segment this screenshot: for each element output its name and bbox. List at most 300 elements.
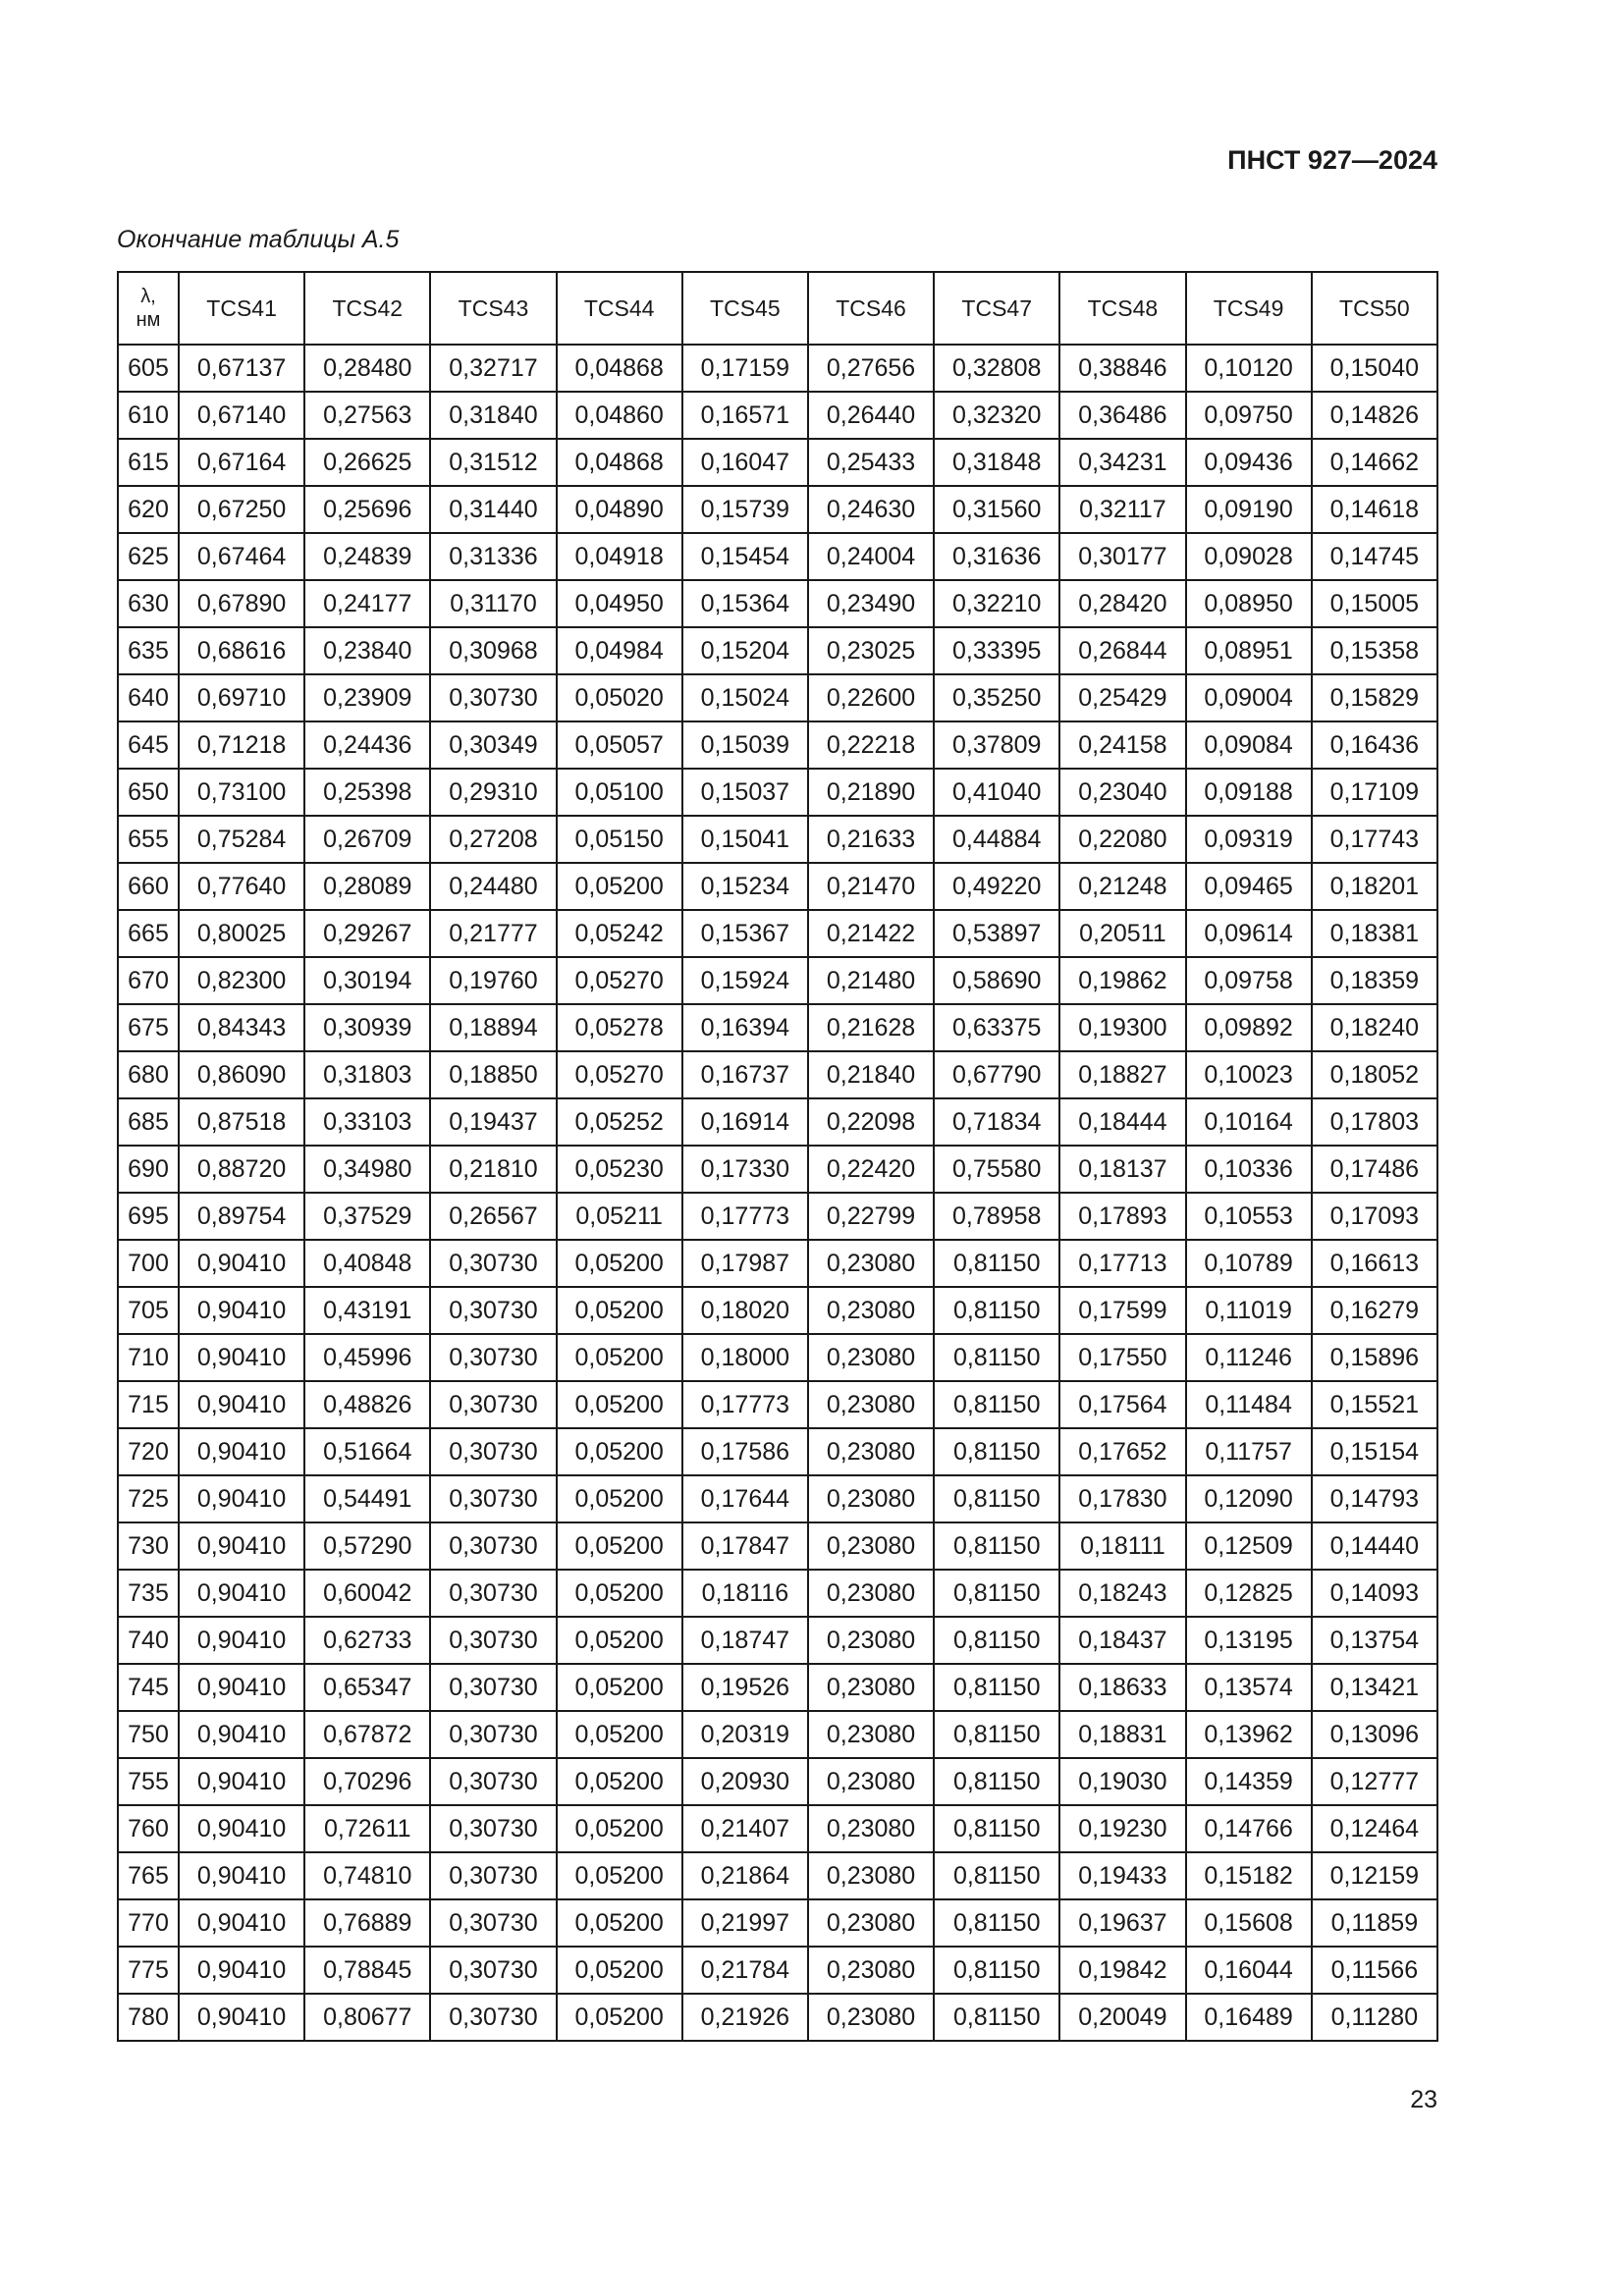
value-cell: 0,04984	[557, 627, 682, 674]
value-cell: 0,12159	[1312, 1852, 1437, 1899]
value-cell: 0,15040	[1312, 345, 1437, 392]
value-cell: 0,11859	[1312, 1899, 1437, 1947]
header-cell: TCS42	[304, 272, 430, 345]
value-cell: 0,37809	[934, 721, 1059, 769]
value-cell: 0,18747	[682, 1617, 808, 1664]
value-cell: 0,15608	[1186, 1899, 1312, 1947]
header-cell: TCS48	[1059, 272, 1185, 345]
page-number: 23	[1410, 2086, 1437, 2113]
value-cell: 0,90410	[179, 1805, 304, 1852]
value-cell: 0,05270	[557, 1051, 682, 1098]
table-row	[118, 1522, 1437, 1570]
value-cell: 0,11019	[1186, 1287, 1312, 1334]
table-row	[118, 1711, 1437, 1758]
value-cell: 0,15358	[1312, 627, 1437, 674]
value-cell: 0,71834	[934, 1098, 1059, 1146]
value-cell: 0,05211	[557, 1193, 682, 1240]
value-cell: 0,15037	[682, 769, 808, 816]
value-cell: 0,09758	[1186, 957, 1312, 1004]
value-cell: 0,81150	[934, 1899, 1059, 1947]
value-cell: 0,81150	[934, 1475, 1059, 1522]
wavelength-cell: 770	[118, 1899, 179, 1947]
value-cell: 0,16047	[682, 439, 808, 486]
value-cell: 0,69710	[179, 674, 304, 721]
value-cell: 0,82300	[179, 957, 304, 1004]
value-cell: 0,05252	[557, 1098, 682, 1146]
value-cell: 0,30177	[1059, 533, 1185, 580]
table-row	[118, 1664, 1437, 1711]
value-cell: 0,28420	[1059, 580, 1185, 627]
wavelength-cell: 635	[118, 627, 179, 674]
value-cell: 0,17093	[1312, 1193, 1437, 1240]
value-cell: 0,08950	[1186, 580, 1312, 627]
header-cell: TCS44	[557, 272, 682, 345]
value-cell: 0,05200	[557, 1240, 682, 1287]
value-cell: 0,05200	[557, 1475, 682, 1522]
value-cell: 0,30349	[430, 721, 556, 769]
value-cell: 0,81150	[934, 1287, 1059, 1334]
value-cell: 0,23080	[808, 1617, 934, 1664]
value-cell: 0,31170	[430, 580, 556, 627]
value-cell: 0,81150	[934, 1522, 1059, 1570]
value-cell: 0,13096	[1312, 1711, 1437, 1758]
value-cell: 0,23040	[1059, 769, 1185, 816]
wavelength-cell: 720	[118, 1428, 179, 1475]
wavelength-cell: 780	[118, 1994, 179, 2041]
value-cell: 0,44884	[934, 816, 1059, 863]
value-cell: 0,17109	[1312, 769, 1437, 816]
value-cell: 0,25398	[304, 769, 430, 816]
value-cell: 0,23080	[808, 1852, 934, 1899]
value-cell: 0,17773	[682, 1381, 808, 1428]
value-cell: 0,53897	[934, 910, 1059, 957]
value-cell: 0,10023	[1186, 1051, 1312, 1098]
value-cell: 0,27208	[430, 816, 556, 863]
value-cell: 0,80677	[304, 1994, 430, 2041]
table-row	[118, 1428, 1437, 1475]
header-cell: TCS41	[179, 272, 304, 345]
value-cell: 0,14793	[1312, 1475, 1437, 1522]
header-cell: TCS46	[808, 272, 934, 345]
value-cell: 0,34980	[304, 1146, 430, 1193]
value-cell: 0,75580	[934, 1146, 1059, 1193]
value-cell: 0,21926	[682, 1994, 808, 2041]
value-cell: 0,60042	[304, 1570, 430, 1617]
value-cell: 0,81150	[934, 1240, 1059, 1287]
value-cell: 0,04860	[557, 392, 682, 439]
value-cell: 0,45996	[304, 1334, 430, 1381]
value-cell: 0,22098	[808, 1098, 934, 1146]
value-cell: 0,30730	[430, 1899, 556, 1947]
value-cell: 0,30968	[430, 627, 556, 674]
value-cell: 0,81150	[934, 1852, 1059, 1899]
value-cell: 0,05200	[557, 1334, 682, 1381]
value-cell: 0,15364	[682, 580, 808, 627]
table-row	[118, 1899, 1437, 1947]
value-cell: 0,23080	[808, 1994, 934, 2041]
value-cell: 0,30730	[430, 1664, 556, 1711]
data-table	[117, 271, 1438, 2042]
value-cell: 0,10789	[1186, 1240, 1312, 1287]
value-cell: 0,63375	[934, 1004, 1059, 1051]
value-cell: 0,78958	[934, 1193, 1059, 1240]
table-row	[118, 910, 1437, 957]
wavelength-cell: 680	[118, 1051, 179, 1098]
value-cell: 0,16737	[682, 1051, 808, 1098]
value-cell: 0,13574	[1186, 1664, 1312, 1711]
value-cell: 0,04918	[557, 533, 682, 580]
value-cell: 0,48826	[304, 1381, 430, 1428]
value-cell: 0,05020	[557, 674, 682, 721]
value-cell: 0,32808	[934, 345, 1059, 392]
value-cell: 0,30730	[430, 1570, 556, 1617]
table-row	[118, 1758, 1437, 1805]
table-row	[118, 721, 1437, 769]
value-cell: 0,05270	[557, 957, 682, 1004]
value-cell: 0,18201	[1312, 863, 1437, 910]
value-cell: 0,23490	[808, 580, 934, 627]
value-cell: 0,43191	[304, 1287, 430, 1334]
value-cell: 0,90410	[179, 1711, 304, 1758]
value-cell: 0,11566	[1312, 1947, 1437, 1994]
value-cell: 0,81150	[934, 1994, 1059, 2041]
value-cell: 0,20049	[1059, 1994, 1185, 2041]
value-cell: 0,30730	[430, 1711, 556, 1758]
table-row	[118, 1334, 1437, 1381]
value-cell: 0,17652	[1059, 1428, 1185, 1475]
value-cell: 0,14618	[1312, 486, 1437, 533]
value-cell: 0,19030	[1059, 1758, 1185, 1805]
value-cell: 0,05278	[557, 1004, 682, 1051]
value-cell: 0,18437	[1059, 1617, 1185, 1664]
wavelength-cell: 760	[118, 1805, 179, 1852]
value-cell: 0,31336	[430, 533, 556, 580]
value-cell: 0,13421	[1312, 1664, 1437, 1711]
value-cell: 0,23080	[808, 1947, 934, 1994]
value-cell: 0,19230	[1059, 1805, 1185, 1852]
value-cell: 0,86090	[179, 1051, 304, 1098]
value-cell: 0,30730	[430, 1475, 556, 1522]
value-cell: 0,70296	[304, 1758, 430, 1805]
value-cell: 0,30730	[430, 1852, 556, 1899]
wavelength-cell: 630	[118, 580, 179, 627]
table-row	[118, 1947, 1437, 1994]
value-cell: 0,29267	[304, 910, 430, 957]
value-cell: 0,21407	[682, 1805, 808, 1852]
value-cell: 0,24177	[304, 580, 430, 627]
value-cell: 0,14359	[1186, 1758, 1312, 1805]
value-cell: 0,14662	[1312, 439, 1437, 486]
value-cell: 0,05242	[557, 910, 682, 957]
wavelength-cell: 700	[118, 1240, 179, 1287]
table-row	[118, 1994, 1437, 2041]
value-cell: 0,15041	[682, 816, 808, 863]
value-cell: 0,67140	[179, 392, 304, 439]
value-cell: 0,08951	[1186, 627, 1312, 674]
value-cell: 0,16613	[1312, 1240, 1437, 1287]
value-cell: 0,18111	[1059, 1522, 1185, 1570]
value-cell: 0,32117	[1059, 486, 1185, 533]
value-cell: 0,31803	[304, 1051, 430, 1098]
value-cell: 0,34231	[1059, 439, 1185, 486]
value-cell: 0,09436	[1186, 439, 1312, 486]
value-cell: 0,05200	[557, 1570, 682, 1617]
value-cell: 0,28089	[304, 863, 430, 910]
value-cell: 0,30194	[304, 957, 430, 1004]
value-cell: 0,90410	[179, 1240, 304, 1287]
value-cell: 0,58690	[934, 957, 1059, 1004]
value-cell: 0,90410	[179, 1522, 304, 1570]
value-cell: 0,36486	[1059, 392, 1185, 439]
value-cell: 0,17743	[1312, 816, 1437, 863]
table-row	[118, 1051, 1437, 1098]
table-row	[118, 345, 1437, 392]
table-row	[118, 1805, 1437, 1852]
table-row	[118, 1004, 1437, 1051]
value-cell: 0,90410	[179, 1334, 304, 1381]
value-cell: 0,23080	[808, 1805, 934, 1852]
value-cell: 0,35250	[934, 674, 1059, 721]
value-cell: 0,23080	[808, 1758, 934, 1805]
value-cell: 0,05200	[557, 1947, 682, 1994]
value-cell: 0,11280	[1312, 1994, 1437, 2041]
value-cell: 0,22420	[808, 1146, 934, 1193]
value-cell: 0,76889	[304, 1899, 430, 1947]
value-cell: 0,18850	[430, 1051, 556, 1098]
value-cell: 0,23080	[808, 1711, 934, 1758]
value-cell: 0,17987	[682, 1240, 808, 1287]
value-cell: 0,30730	[430, 1617, 556, 1664]
table-row	[118, 580, 1437, 627]
value-cell: 0,90410	[179, 1570, 304, 1617]
value-cell: 0,30730	[430, 1428, 556, 1475]
wavelength-unit: нм	[135, 309, 161, 331]
value-cell: 0,57290	[304, 1522, 430, 1570]
value-cell: 0,30730	[430, 1522, 556, 1570]
value-cell: 0,09319	[1186, 816, 1312, 863]
value-cell: 0,81150	[934, 1381, 1059, 1428]
value-cell: 0,30730	[430, 1381, 556, 1428]
wavelength-cell: 745	[118, 1664, 179, 1711]
value-cell: 0,05200	[557, 1852, 682, 1899]
value-cell: 0,26567	[430, 1193, 556, 1240]
value-cell: 0,12090	[1186, 1475, 1312, 1522]
value-cell: 0,21890	[808, 769, 934, 816]
value-cell: 0,21633	[808, 816, 934, 863]
value-cell: 0,81150	[934, 1334, 1059, 1381]
wavelength-cell: 775	[118, 1947, 179, 1994]
value-cell: 0,30939	[304, 1004, 430, 1051]
value-cell: 0,90410	[179, 1947, 304, 1994]
value-cell: 0,20319	[682, 1711, 808, 1758]
wavelength-cell: 625	[118, 533, 179, 580]
value-cell: 0,15234	[682, 863, 808, 910]
wavelength-cell: 695	[118, 1193, 179, 1240]
value-cell: 0,22799	[808, 1193, 934, 1240]
value-cell: 0,17586	[682, 1428, 808, 1475]
value-cell: 0,67872	[304, 1711, 430, 1758]
wavelength-cell: 665	[118, 910, 179, 957]
value-cell: 0,15204	[682, 627, 808, 674]
value-cell: 0,13754	[1312, 1617, 1437, 1664]
table-row	[118, 627, 1437, 674]
value-cell: 0,14766	[1186, 1805, 1312, 1852]
value-cell: 0,05200	[557, 1994, 682, 2041]
value-cell: 0,09465	[1186, 863, 1312, 910]
header-cell-wavelength	[118, 272, 179, 345]
value-cell: 0,17893	[1059, 1193, 1185, 1240]
value-cell: 0,19862	[1059, 957, 1185, 1004]
table-row	[118, 392, 1437, 439]
value-cell: 0,15454	[682, 533, 808, 580]
wavelength-cell: 650	[118, 769, 179, 816]
value-cell: 0,22080	[1059, 816, 1185, 863]
value-cell: 0,90410	[179, 1664, 304, 1711]
value-cell: 0,23080	[808, 1428, 934, 1475]
value-cell: 0,04868	[557, 439, 682, 486]
value-cell: 0,74810	[304, 1852, 430, 1899]
value-cell: 0,22600	[808, 674, 934, 721]
value-cell: 0,31636	[934, 533, 1059, 580]
value-cell: 0,17830	[1059, 1475, 1185, 1522]
value-cell: 0,09750	[1186, 392, 1312, 439]
value-cell: 0,23909	[304, 674, 430, 721]
value-cell: 0,21248	[1059, 863, 1185, 910]
value-cell: 0,30730	[430, 1287, 556, 1334]
wavelength-symbol: λ,	[140, 286, 156, 307]
value-cell: 0,33395	[934, 627, 1059, 674]
value-cell: 0,05057	[557, 721, 682, 769]
value-cell: 0,90410	[179, 1994, 304, 2041]
value-cell: 0,30730	[430, 1805, 556, 1852]
value-cell: 0,23080	[808, 1899, 934, 1947]
value-cell: 0,23080	[808, 1287, 934, 1334]
value-cell: 0,80025	[179, 910, 304, 957]
wavelength-cell: 740	[118, 1617, 179, 1664]
value-cell: 0,16394	[682, 1004, 808, 1051]
wavelength-cell: 645	[118, 721, 179, 769]
value-cell: 0,26625	[304, 439, 430, 486]
value-cell: 0,18827	[1059, 1051, 1185, 1098]
value-cell: 0,30730	[430, 1994, 556, 2041]
value-cell: 0,18444	[1059, 1098, 1185, 1146]
value-cell: 0,05200	[557, 1617, 682, 1664]
value-cell: 0,24839	[304, 533, 430, 580]
header-cell: TCS45	[682, 272, 808, 345]
value-cell: 0,32320	[934, 392, 1059, 439]
value-cell: 0,21864	[682, 1852, 808, 1899]
value-cell: 0,25433	[808, 439, 934, 486]
value-cell: 0,04950	[557, 580, 682, 627]
value-cell: 0,17713	[1059, 1240, 1185, 1287]
value-cell: 0,05200	[557, 1381, 682, 1428]
value-cell: 0,62733	[304, 1617, 430, 1664]
value-cell: 0,24480	[430, 863, 556, 910]
value-cell: 0,09004	[1186, 674, 1312, 721]
value-cell: 0,17550	[1059, 1334, 1185, 1381]
value-cell: 0,18137	[1059, 1146, 1185, 1193]
value-cell: 0,81150	[934, 1758, 1059, 1805]
wavelength-cell: 605	[118, 345, 179, 392]
value-cell: 0,67464	[179, 533, 304, 580]
value-cell: 0,15005	[1312, 580, 1437, 627]
value-cell: 0,18243	[1059, 1570, 1185, 1617]
value-cell: 0,05200	[557, 863, 682, 910]
value-cell: 0,05200	[557, 1805, 682, 1852]
value-cell: 0,09084	[1186, 721, 1312, 769]
value-cell: 0,24436	[304, 721, 430, 769]
table-row	[118, 1098, 1437, 1146]
value-cell: 0,23025	[808, 627, 934, 674]
value-cell: 0,15521	[1312, 1381, 1437, 1428]
value-cell: 0,21470	[808, 863, 934, 910]
header-cell: TCS43	[430, 272, 556, 345]
table-row	[118, 816, 1437, 863]
value-cell: 0,05200	[557, 1522, 682, 1570]
table-row	[118, 1287, 1437, 1334]
value-cell: 0,09028	[1186, 533, 1312, 580]
wavelength-cell: 755	[118, 1758, 179, 1805]
value-cell: 0,14093	[1312, 1570, 1437, 1617]
value-cell: 0,90410	[179, 1287, 304, 1334]
value-cell: 0,13962	[1186, 1711, 1312, 1758]
value-cell: 0,21628	[808, 1004, 934, 1051]
value-cell: 0,15024	[682, 674, 808, 721]
value-cell: 0,27656	[808, 345, 934, 392]
value-cell: 0,23080	[808, 1381, 934, 1428]
wavelength-cell: 655	[118, 816, 179, 863]
value-cell: 0,10164	[1186, 1098, 1312, 1146]
value-cell: 0,12509	[1186, 1522, 1312, 1570]
value-cell: 0,18116	[682, 1570, 808, 1617]
wavelength-cell: 705	[118, 1287, 179, 1334]
value-cell: 0,16571	[682, 392, 808, 439]
value-cell: 0,18359	[1312, 957, 1437, 1004]
value-cell: 0,21784	[682, 1947, 808, 1994]
value-cell: 0,05200	[557, 1664, 682, 1711]
value-cell: 0,09892	[1186, 1004, 1312, 1051]
table-header	[118, 272, 1437, 345]
value-cell: 0,31848	[934, 439, 1059, 486]
value-cell: 0,67890	[179, 580, 304, 627]
value-cell: 0,72611	[304, 1805, 430, 1852]
value-cell: 0,16489	[1186, 1994, 1312, 2041]
value-cell: 0,81150	[934, 1664, 1059, 1711]
value-cell: 0,27563	[304, 392, 430, 439]
wavelength-cell: 725	[118, 1475, 179, 1522]
value-cell: 0,31560	[934, 486, 1059, 533]
value-cell: 0,16044	[1186, 1947, 1312, 1994]
value-cell: 0,26709	[304, 816, 430, 863]
value-cell: 0,15367	[682, 910, 808, 957]
value-cell: 0,16436	[1312, 721, 1437, 769]
value-cell: 0,05230	[557, 1146, 682, 1193]
table-row	[118, 1852, 1437, 1899]
value-cell: 0,05100	[557, 769, 682, 816]
value-cell: 0,25696	[304, 486, 430, 533]
value-cell: 0,89754	[179, 1193, 304, 1240]
value-cell: 0,17847	[682, 1522, 808, 1570]
value-cell: 0,09190	[1186, 486, 1312, 533]
wavelength-cell: 710	[118, 1334, 179, 1381]
value-cell: 0,04890	[557, 486, 682, 533]
value-cell: 0,51664	[304, 1428, 430, 1475]
value-cell: 0,31512	[430, 439, 556, 486]
value-cell: 0,21480	[808, 957, 934, 1004]
value-cell: 0,68616	[179, 627, 304, 674]
wavelength-cell: 620	[118, 486, 179, 533]
value-cell: 0,09188	[1186, 769, 1312, 816]
